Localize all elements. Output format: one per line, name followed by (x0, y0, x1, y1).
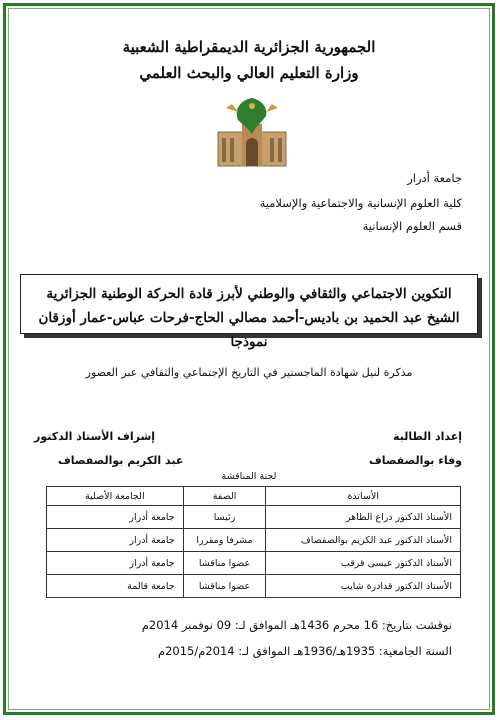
jury-university: جامعة قالمة (47, 575, 184, 598)
col-professors: الأساتذة (266, 487, 461, 506)
jury-university: جامعة أدرار (47, 529, 184, 552)
col-university: الجامعة الأصلية (47, 487, 184, 506)
university-name: جامعة أدرار (407, 171, 462, 185)
table-row (47, 552, 461, 575)
prepared-label: إعداد الطالبة (393, 430, 462, 443)
table-row (47, 506, 461, 529)
faculty-name: كلية العلوم الإنسانية والاجتماعية والإسلامية (259, 196, 462, 210)
col-role: الصفة (183, 487, 266, 506)
table-row (47, 529, 461, 552)
jury-role: رئيسا (183, 506, 266, 529)
thesis-subtitle: مذكرة لنيل شهادة الماجستير في التاريخ الإجتماعي والثقافي عبر العصور (85, 366, 413, 379)
page-frame (3, 3, 495, 715)
jury-member: الأستاذ الدكتور قدادرة شايب (266, 575, 461, 598)
thesis-title-line-2: الشيخ عبد الحميد بن باديس-أحمد مصالي الحاج-فرحات عباس-عمار أوزقان نموذجا (38, 310, 460, 350)
jury-role: عضوا مناقشا (183, 552, 266, 575)
jury-header-row (47, 487, 461, 506)
supervisor-label: إشراف الأستاذ الدكتور (34, 430, 156, 443)
jury-title: لجنة المناقشة (221, 471, 277, 482)
jury-member: الأستاذ الدكتور عبد الكريم بوالصفصاف (266, 529, 461, 552)
ministry-header: وزارة التعليم العالي والبحث العلمي (139, 64, 359, 82)
republic-header: الجمهورية الجزائرية الديمقراطية الشعبية (122, 38, 376, 56)
jury-university: جامعة أدرار (47, 552, 184, 575)
jury-member: الأستاذ الدكتور عيسى قرقب (266, 552, 461, 575)
university-emblem-icon (212, 94, 292, 172)
student-name: وفاء بوالصفصاف (368, 454, 462, 467)
table-row (47, 575, 461, 598)
jury-university: جامعة أدرار (47, 506, 184, 529)
jury-member: الأستاذ الدكتور دراع الطاهر (266, 506, 461, 529)
jury-role: مشرفا ومقررا (183, 529, 266, 552)
jury-table (46, 486, 461, 598)
jury-role: عضوا مناقشا (183, 575, 266, 598)
thesis-title-box (20, 274, 478, 350)
defense-date: نوقشت بتاريخ: 16 محرم 1436هـ الموافق لـ: 09 نوفمبر 2014م (141, 618, 452, 632)
thesis-title-line-1: التكوين الاجتماعي والثقافي والوطني لأبرز قادة الحركة الوطنية الجزائرية (46, 286, 452, 302)
academic-year: السنة الجامعية: 1935هـ/1936هـ الموافق لـ: 2014م/2015م (157, 644, 452, 658)
supervisor-name: عبد الكريم بوالصفصاف (58, 454, 184, 467)
department-name: قسم العلوم الإنسانية (362, 219, 462, 233)
